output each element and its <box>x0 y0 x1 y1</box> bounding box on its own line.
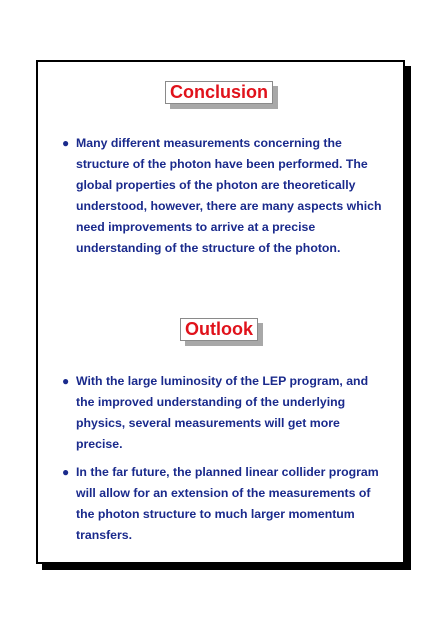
conclusion-heading <box>165 81 273 104</box>
conclusion-list <box>62 133 387 266</box>
bullet-icon: ● <box>62 465 70 479</box>
outlook-item-text: In the far future, the planned linear collider program will allow for an extension of the measurements of the photon structure to much larger momentum transfers. <box>76 465 379 542</box>
outlook-item <box>62 371 387 455</box>
outlook-item <box>62 462 387 546</box>
conclusion-item-text: Many different measurements concerning the structure of the photon have been performed. The global properties of the photon are theoretically understood, however, there are many aspects which need improvements to arrive at a precise understanding of the structure of the photon. <box>76 136 382 255</box>
outlook-heading <box>180 318 258 341</box>
outlook-item-text: With the large luminosity of the LEP program, and the improved understanding of the underlying physics, several measurements will get more precise. <box>76 374 369 451</box>
slide-frame <box>36 60 405 564</box>
outlook-heading-text: Outlook <box>180 318 258 341</box>
bullet-icon: ● <box>62 374 70 388</box>
bullet-icon: ● <box>62 136 70 150</box>
conclusion-heading-text: Conclusion <box>165 81 273 104</box>
outlook-list <box>62 371 387 553</box>
conclusion-item <box>62 133 387 259</box>
